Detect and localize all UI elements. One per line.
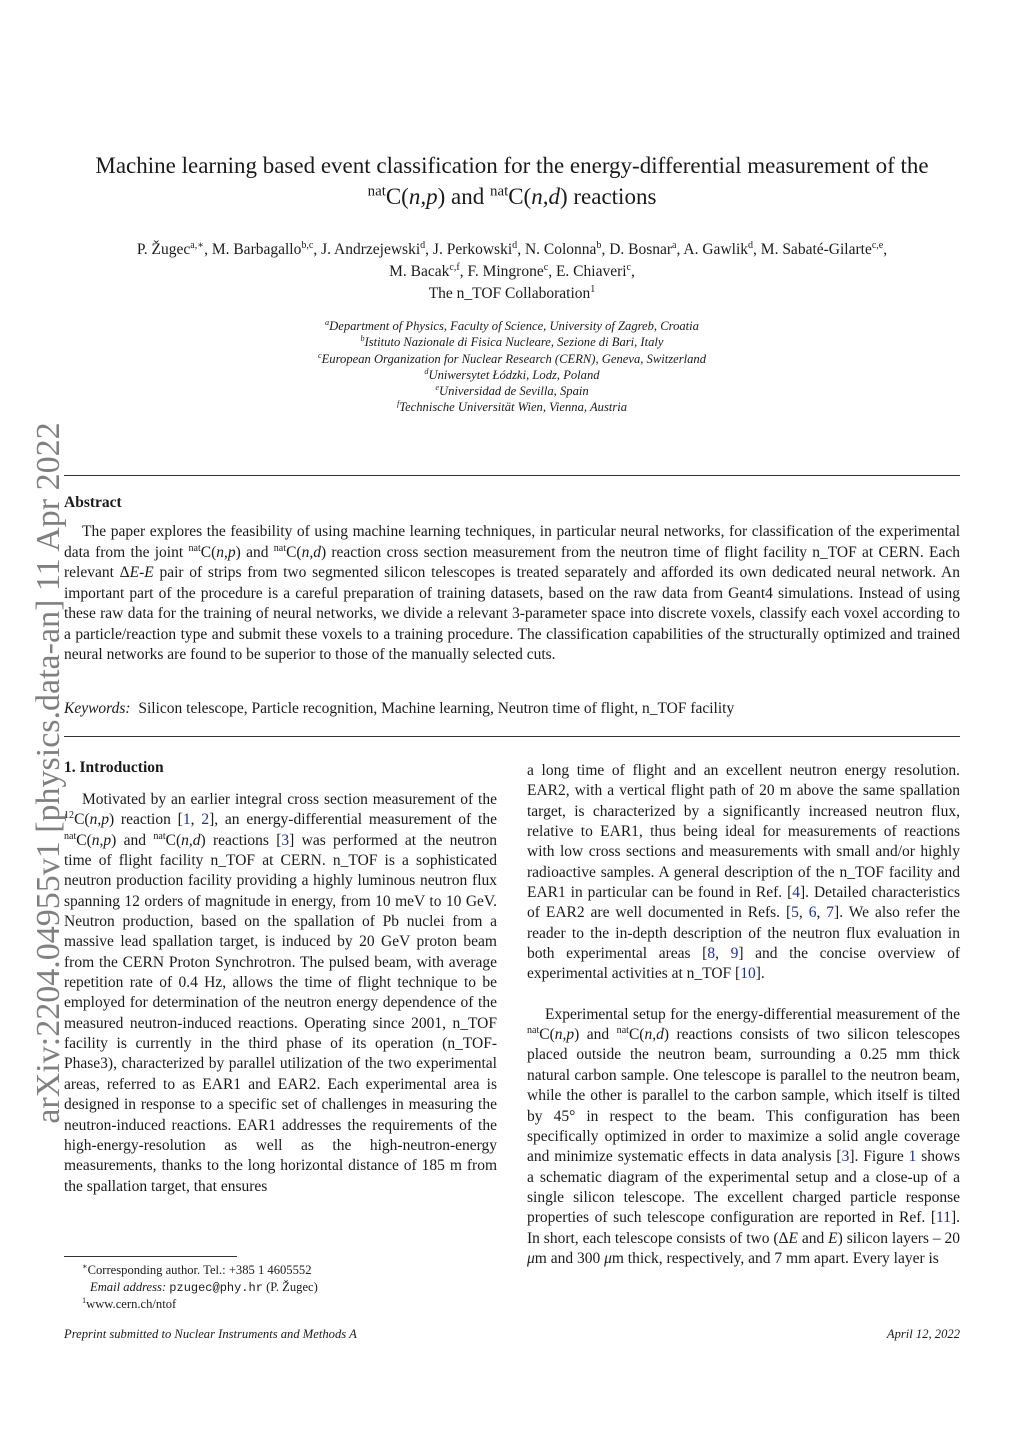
figure-link[interactable]: 1 xyxy=(908,1148,917,1166)
footnote-email: Email address: pzugec@phy.hr (P. Žugec) xyxy=(90,1279,318,1295)
affiliation-item: $^a$Department of Physics, Faculty of Science, University of Zagreb, Croatia xyxy=(325,317,699,333)
citation-link[interactable]: 3 xyxy=(281,831,290,849)
arxiv-identifier: arXiv:2204.04955v1 [physics.data-an] 11 Apr 2022 xyxy=(30,422,67,1124)
affiliation-item: $^f$Technische Universität Wien, Vienna, Austria xyxy=(396,399,628,415)
citation-link[interactable]: 10 xyxy=(740,965,756,983)
footnote-corresponding: ∗Corresponding author. Tel.: +385 1 4605552 xyxy=(82,1261,312,1277)
affiliation-item: $^e$Universidad de Sevilla, Spain xyxy=(435,383,589,399)
citation-link[interactable]: 4 xyxy=(792,884,800,902)
citation-link[interactable]: 3 xyxy=(841,1148,850,1166)
paper-title: Machine learning based event classification for the energy-differential measurement of the $^{nat}$C(n,p) and $^{nat}$C(n,d) reactions xyxy=(95,153,929,209)
footnote-1: $^1$www.cern.ch/ntof xyxy=(82,1295,177,1311)
author-list: P. Žugec$^{a,∗}$, M. Barbagallo$^{b,c}$, J. Andrzejewski$^d$, J. Perkowski$^d$, N. Colonna$^b$, D. Bosnar$^a$, A. Gawlik$^d$, M. Sabaté-Gilarte$^{c,e}$, M. Bacak$^{c,f}$, F. Mingrone$^c$, E. Chiaveri$^c$, The n_TOF Collaboration$^1$ xyxy=(136,239,888,302)
affiliation-item: $^c$European Organization for Nuclear Research (CERN), Geneva, Switzerland xyxy=(317,350,707,366)
affiliation-item: $^b$Istituto Nazionale di Fisica Nucleare, Sezione di Bari, Italy xyxy=(360,334,664,350)
citation-link[interactable]: 6 xyxy=(808,904,817,922)
citation-link[interactable]: 7 xyxy=(826,904,835,922)
abstract-heading: Abstract xyxy=(64,494,122,511)
abstract-top-rule xyxy=(64,475,960,476)
citation-link[interactable]: 1 xyxy=(182,811,191,829)
abstract-bottom-rule xyxy=(64,736,960,737)
keywords: Keywords: Silicon telescope, Particle recognition, Machine learning, Neutron time of flight, n_TOF facility xyxy=(64,700,735,717)
citation-link[interactable]: 5 xyxy=(791,904,799,922)
footer-journal: Preprint submitted to Nuclear Instruments and Methods A xyxy=(64,1327,357,1341)
footnote-rule xyxy=(64,1256,237,1257)
affiliations xyxy=(160,318,864,416)
footnotes xyxy=(64,1262,497,1313)
footer-date: April 12, 2022 xyxy=(886,1327,960,1341)
citation-link[interactable]: 11 xyxy=(936,1209,951,1227)
citation-link[interactable]: 8 xyxy=(707,945,716,963)
abstract-body: The paper explores the feasibility of using machine learning techniques, in particular neural networks, for classification of the experimental data from the joint $^{nat}$C(n,p) and $^{nat}$C(n,d) reaction cross section measurement from the neutron time of flight facility n_TOF at CERN. Each relevant ΔE-E pair of strips from two segmented silicon telescopes is treated separately and afforded its own dedicated neural network. An important part of the procedure is a careful preparation of training datasets, based on the raw data from Geant4 simulations. Instead of using these raw data for the training of neural networks, we divide a relevant 3-parameter space into discrete voxels, classify each voxel according to a particle/reaction type and submit these voxels to a training procedure. The classification capabilities of the structurally optimized and trained neural networks are found to be superior to those of the manually selected cuts. xyxy=(64,523,960,663)
section-heading-introduction: 1. Introduction xyxy=(64,759,164,776)
email-link[interactable]: pzugec@phy.hr xyxy=(169,1280,263,1295)
affiliation-item: $^d$Uniwersytet Łódzki, Lodz, Poland xyxy=(424,366,600,382)
citation-link[interactable]: 2 xyxy=(201,811,210,829)
citation-link[interactable]: 9 xyxy=(730,945,739,963)
right-column-text: a long time of flight and an excellent neutron energy resolution. EAR2, with a vertical flight path of 20 m above the same spallation target, is characterized by a significantly increased neutron flux, relative to EAR1, thus being ideal for measurements of reactions with low cross sections and measurements with small and/or highly radioactive samples. A general description of the n_TOF facility and EAR1 in particular can be found in Ref. [4]. Detailed characteristics of EAR2 are well documented in Refs. [5, 6, 7]. We also refer the reader to the in-depth description of the neutron flux evaluation in both experimental areas [8, 9] and the concise overview of experimental activities at n_TOF [10]. Experimental setup for the energy-differential measurement of the $^{nat}$C(n,p) and $^{nat}$C(n,d) reactions consists of two silicon telescopes placed outside the neutron beam, surrounding a 0.25 mm thick natural carbon sample. One telescope is parallel to the neutron beam, while the other is parallel to the carbon sample, which itself is tilted by 45° in respect to the beam. This configuration has been specifically optimized in order to maximize a solid angle coverage and minimize systematic effects in data analysis [3]. Figure 1 shows a schematic diagram of the experimental setup and a close-up of a single silicon telescope. The excellent charged particle response properties of such telescope configuration are reported in Ref. [11]. In short, each telescope consists of two (ΔE and E) silicon layers – 20 μm and 300 μm thick, respectively, and 7 mm apart. Every layer is xyxy=(527,762,961,1267)
left-column-text: Motivated by an earlier integral cross section measurement of the $^{12}$C(n,p) reaction [1, 2], an energy-differential measurement of the $^{nat}$C(n,p) and $^{nat}$C(n,d) reactions [3] was performed at the neutron time of flight facility n_TOF at CERN. n_TOF is a sophisticated neutron production facility providing a highly luminous neutron flux spanning 12 orders of magnitude in energy, from 10 meV to 10 GeV. Neutron production, based on the spallation of Pb nuclei from a massive lead spallation target, is induced by 20 GeV proton beam from the CERN Proton Synchrotron. The pulsed beam, with average repetition rate of 0.4 Hz, allows the time of flight technique to be employed for determination of the neutron energy dependence of the measured neutron-induced reactions. Operating since 2001, n_TOF facility is currently in the third phase of its operation (n_TOF-Phase3), characterized by parallel utilization of the two experimental areas, referred to as EAR1 and EAR2. Each experimental area is designed in response to a specific set of challenges in measuring the neutron-induced reactions. EAR1 addresses the requirements of the high-energy-resolution as well as the high-neutron-energy measurements, thanks to the long horizontal distance of 185 m from the spallation target, that ensures xyxy=(64,791,497,1195)
